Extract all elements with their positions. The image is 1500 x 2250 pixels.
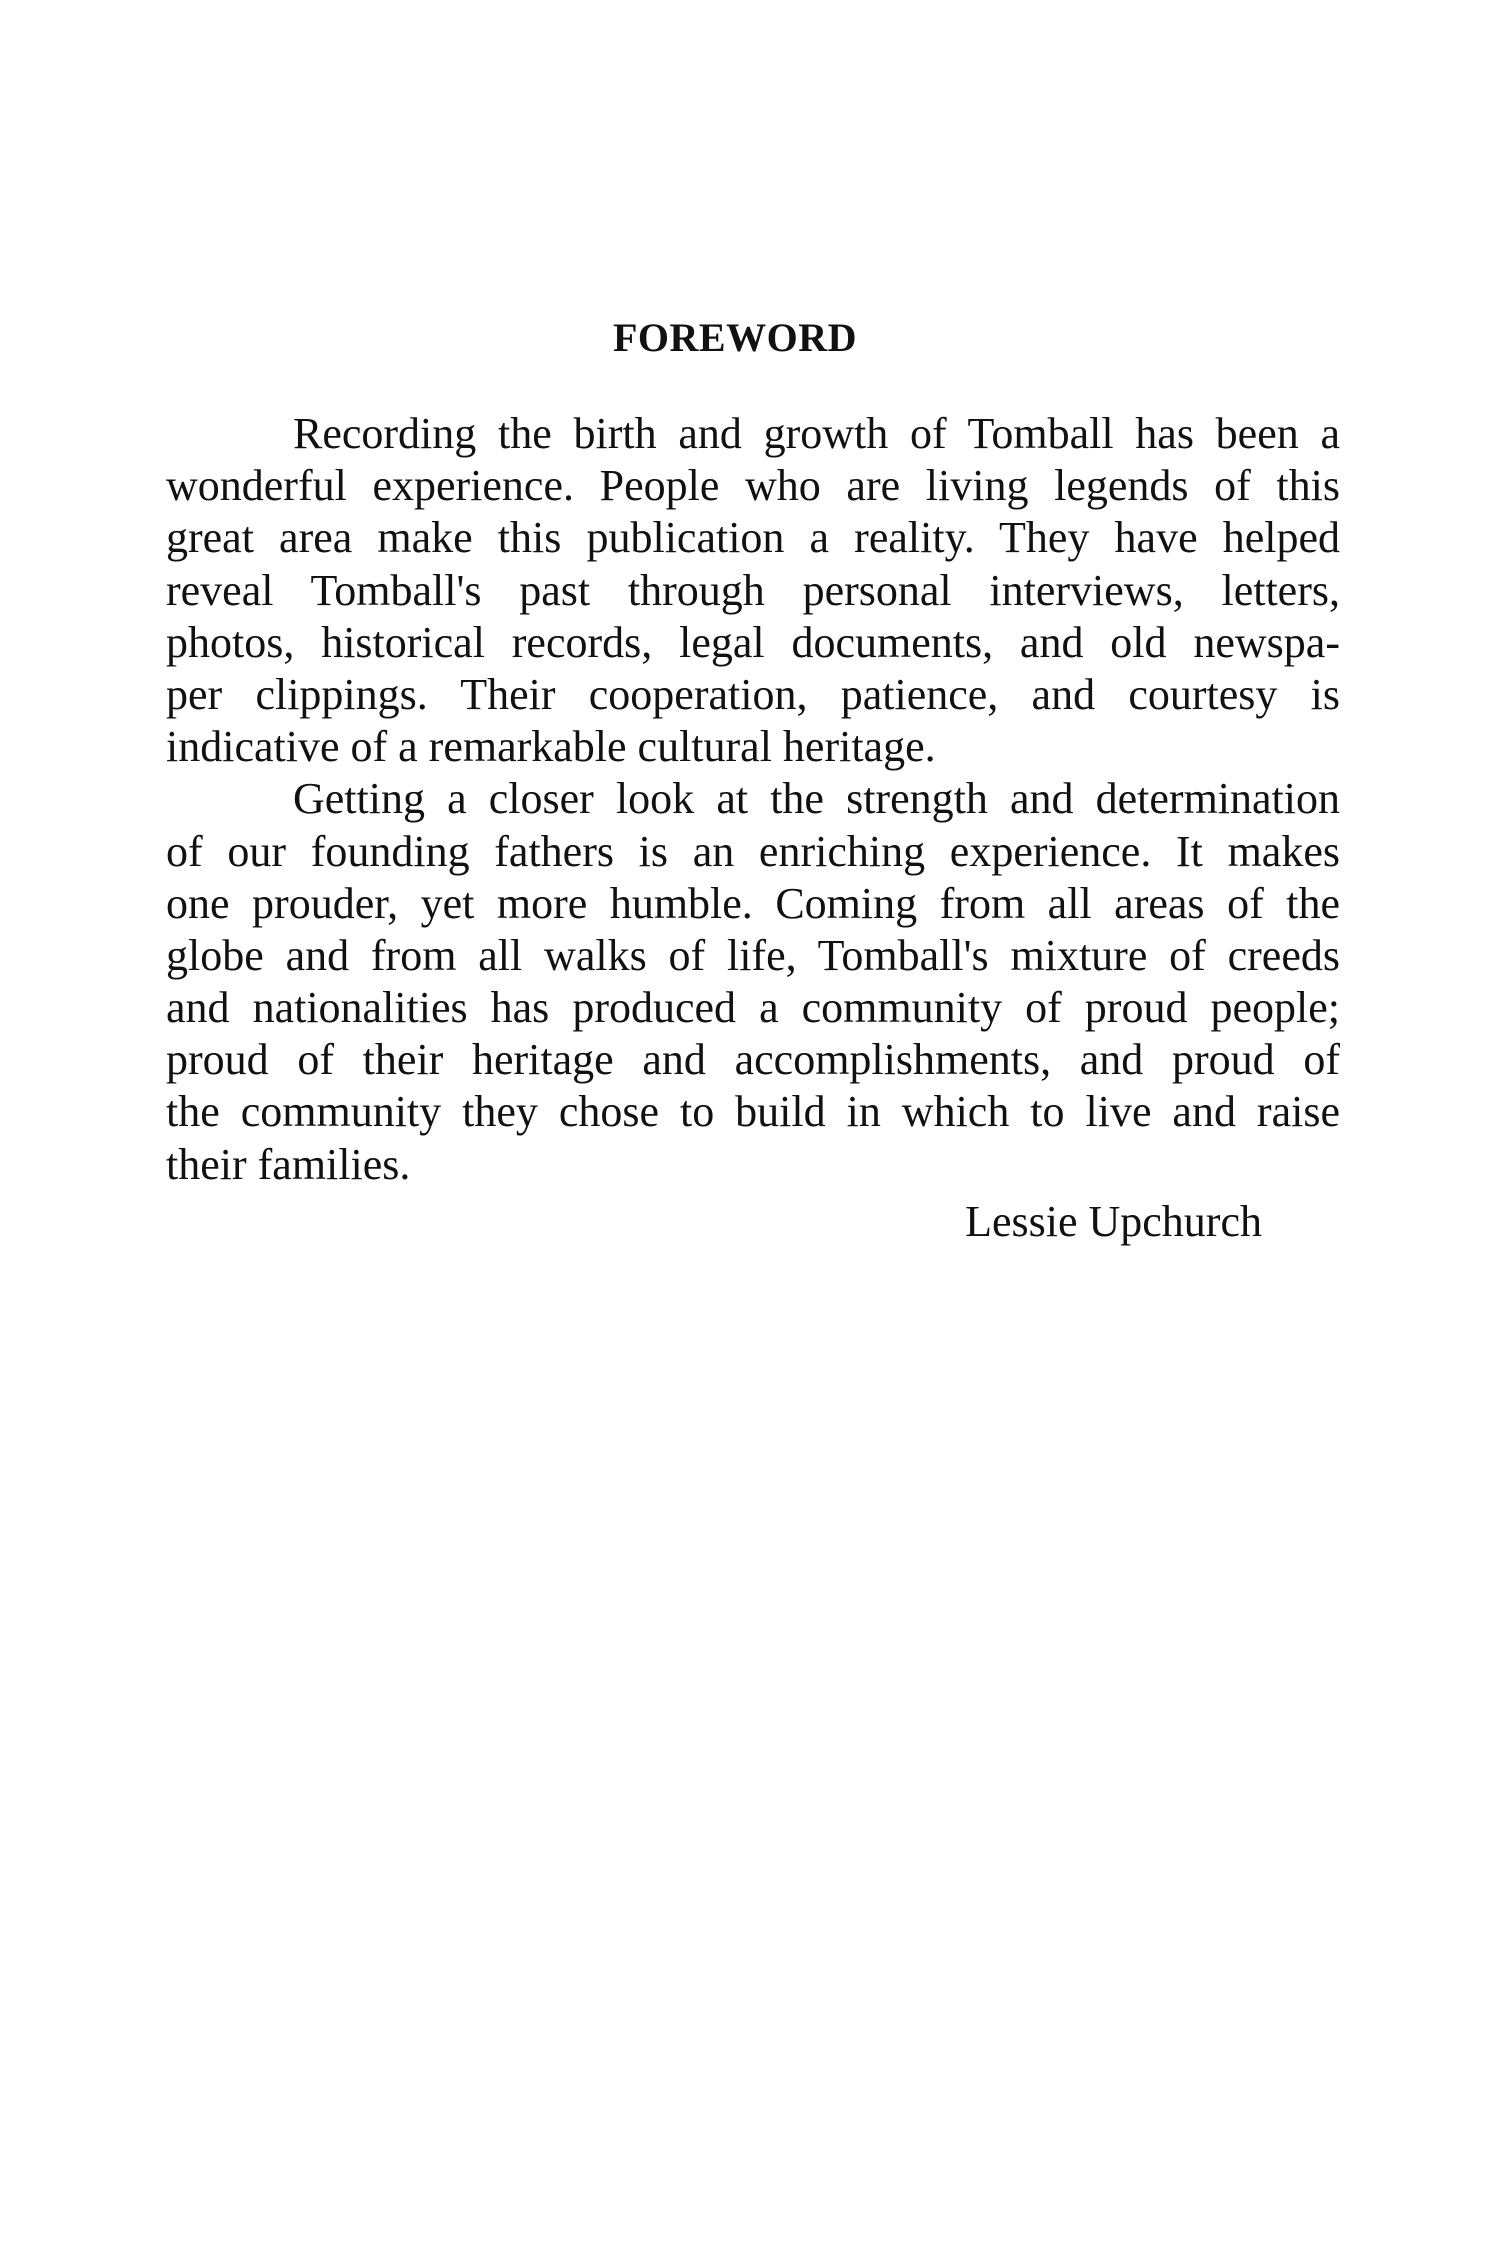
text-line: great area make this publication a reality. They have helped: [166, 513, 1340, 563]
text-line: proud of their heritage and accomplishments, and proud of: [166, 1035, 1340, 1085]
text-line: Getting a closer look at the strength and determination: [293, 774, 1340, 824]
text-line: the community they chose to build in which to live and raise: [166, 1087, 1340, 1137]
text-line: their families.: [166, 1139, 411, 1189]
text-line: one prouder, yet more humble. Coming from all areas of the: [166, 878, 1340, 928]
author-signature: Lessie Upchurch: [965, 1197, 1262, 1246]
text-line: reveal Tomball's past through personal interviews, letters,: [166, 565, 1340, 615]
foreword-body: [166, 408, 1340, 1191]
text-line: of our founding fathers is an enriching experience. It makes: [166, 826, 1340, 876]
text-line: Recording the birth and growth of Tomball has been a: [293, 409, 1340, 458]
page-title: FOREWORD: [613, 315, 857, 360]
paragraph-2: [166, 773, 1340, 1191]
paragraph-1: [166, 408, 1340, 773]
text-line: photos, historical records, legal documents, and old newspa-: [166, 617, 1340, 667]
text-line: globe and from all walks of life, Tomball's mixture of creeds: [166, 930, 1340, 980]
text-line: per clippings. Their cooperation, patience, and courtesy is: [166, 669, 1340, 719]
text-line: wonderful experience. People who are living legends of this: [166, 461, 1340, 511]
text-line: and nationalities has produced a community of proud people;: [166, 983, 1340, 1033]
text-line: indicative of a remarkable cultural heritage.: [166, 722, 936, 772]
